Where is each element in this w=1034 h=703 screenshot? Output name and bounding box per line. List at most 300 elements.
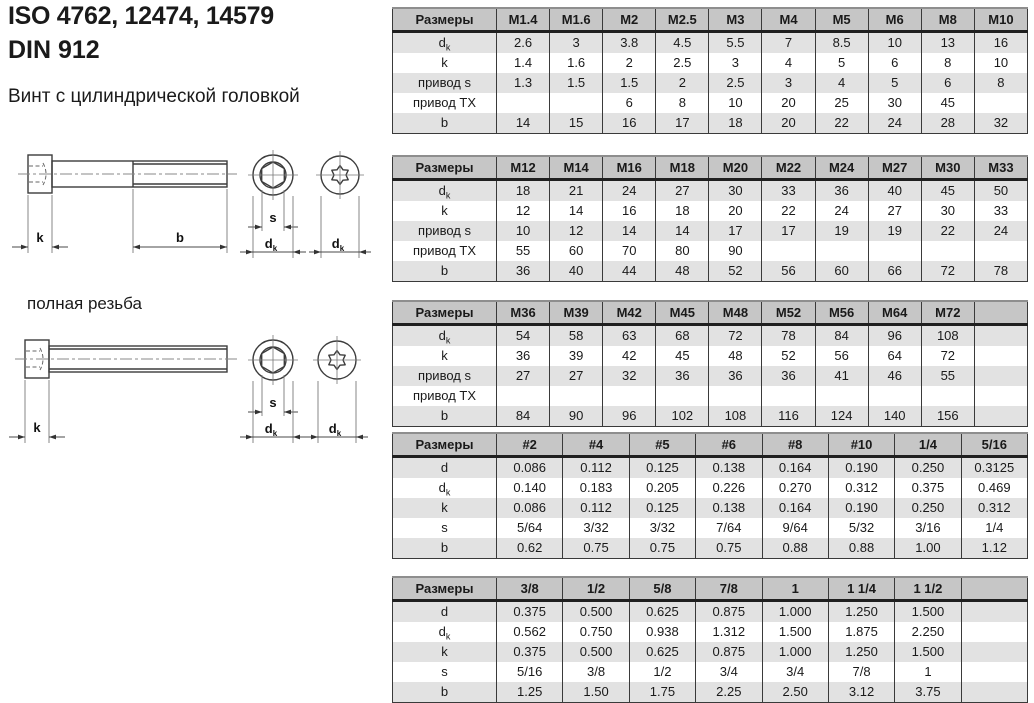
- value-cell: 55: [921, 366, 974, 386]
- value-cell: [974, 93, 1027, 113]
- column-header: M2: [603, 8, 656, 32]
- value-cell: 0.190: [828, 457, 894, 479]
- value-cell: 3.8: [603, 32, 656, 54]
- value-cell: [961, 601, 1027, 623]
- value-cell: [961, 642, 1027, 662]
- column-header: M6: [868, 8, 921, 32]
- value-cell: 45: [656, 346, 709, 366]
- table-imperial-small: [392, 432, 1028, 559]
- value-cell: 78: [762, 325, 815, 347]
- value-cell: 48: [709, 346, 762, 366]
- header-row: [393, 433, 1028, 457]
- screw-side-view: [18, 155, 237, 193]
- column-header: M8: [921, 8, 974, 32]
- value-cell: 3/32: [563, 518, 629, 538]
- value-cell: 56: [815, 346, 868, 366]
- table-metric-medium: [392, 155, 1028, 282]
- value-cell: 55: [497, 241, 550, 261]
- value-cell: 14: [603, 221, 656, 241]
- value-cell: 4: [815, 73, 868, 93]
- value-cell: 72: [709, 325, 762, 347]
- value-cell: [961, 662, 1027, 682]
- value-cell: 7: [762, 32, 815, 54]
- value-cell: 20: [709, 201, 762, 221]
- value-cell: 0.190: [828, 498, 894, 518]
- table-row: [393, 662, 1028, 682]
- value-cell: 63: [603, 325, 656, 347]
- value-cell: [921, 386, 974, 406]
- column-header: M10: [974, 8, 1027, 32]
- title-iso-standards: ISO 4762, 12474, 14579: [8, 2, 274, 30]
- value-cell: 1.500: [762, 622, 828, 642]
- value-cell: 2: [656, 73, 709, 93]
- value-cell: 10: [868, 32, 921, 54]
- row-label: b: [393, 682, 497, 703]
- value-cell: 6: [868, 53, 921, 73]
- table-row: [393, 346, 1028, 366]
- column-header: [974, 301, 1027, 325]
- dimension-dk-torx: [309, 196, 371, 258]
- value-cell: 78: [974, 261, 1027, 282]
- value-cell: 17: [762, 221, 815, 241]
- row-label: $d_k$: [393, 622, 497, 642]
- column-header: 5/16: [961, 433, 1027, 457]
- column-header: 1/4: [895, 433, 961, 457]
- value-cell: 0.164: [762, 498, 828, 518]
- size-column-header: Размеры: [393, 433, 497, 457]
- value-cell: 36: [497, 346, 550, 366]
- value-cell: 25: [815, 93, 868, 113]
- value-cell: 30: [921, 201, 974, 221]
- value-cell: 15: [550, 113, 603, 134]
- size-column-header: Размеры: [393, 301, 497, 325]
- table-row: [393, 201, 1028, 221]
- column-header: M1.4: [497, 8, 550, 32]
- value-cell: 1: [895, 662, 961, 682]
- value-cell: 2.250: [895, 622, 961, 642]
- value-cell: 1.6: [550, 53, 603, 73]
- value-cell: 0.562: [497, 622, 563, 642]
- row-label: $d_k$: [393, 478, 497, 498]
- value-cell: 32: [603, 366, 656, 386]
- value-cell: 0.125: [629, 498, 695, 518]
- table-row: [393, 325, 1028, 347]
- value-cell: 0.112: [563, 457, 629, 479]
- row-label: d: [393, 457, 497, 479]
- value-cell: 10: [974, 53, 1027, 73]
- value-cell: 64: [868, 346, 921, 366]
- row-label: b: [393, 406, 497, 427]
- header-row: [393, 577, 1028, 601]
- value-cell: 1.000: [762, 601, 828, 623]
- value-cell: 27: [497, 366, 550, 386]
- svg-text:dk: $d_k$: [264, 236, 278, 253]
- value-cell: 0.125: [629, 457, 695, 479]
- column-header: 1 1/2: [895, 577, 961, 601]
- value-cell: 2.5: [709, 73, 762, 93]
- column-header: M3: [709, 8, 762, 32]
- value-cell: 0.183: [563, 478, 629, 498]
- value-cell: 33: [974, 201, 1027, 221]
- value-cell: [497, 93, 550, 113]
- value-cell: 24: [603, 180, 656, 202]
- value-cell: 1/4: [961, 518, 1027, 538]
- value-cell: 90: [709, 241, 762, 261]
- column-header: 7/8: [696, 577, 762, 601]
- table-row: [393, 221, 1028, 241]
- row-label: k: [393, 642, 497, 662]
- table-row: [393, 498, 1028, 518]
- table-row: [393, 642, 1028, 662]
- value-cell: 1.3: [497, 73, 550, 93]
- value-cell: 0.500: [563, 601, 629, 623]
- value-cell: 17: [656, 113, 709, 134]
- value-cell: 0.875: [696, 601, 762, 623]
- value-cell: 18: [497, 180, 550, 202]
- value-cell: 1.5: [603, 73, 656, 93]
- value-cell: 1.5: [550, 73, 603, 93]
- value-cell: 108: [709, 406, 762, 427]
- value-cell: 2.6: [497, 32, 550, 54]
- value-cell: 24: [815, 201, 868, 221]
- value-cell: [709, 386, 762, 406]
- dimension-b: [133, 189, 227, 253]
- value-cell: 7/8: [828, 662, 894, 682]
- column-header: M2.5: [656, 8, 709, 32]
- row-label: привод s: [393, 73, 497, 93]
- value-cell: [762, 386, 815, 406]
- column-header: #4: [563, 433, 629, 457]
- value-cell: 66: [868, 261, 921, 282]
- value-cell: 28: [921, 113, 974, 134]
- value-cell: 1.25: [497, 682, 563, 703]
- svg-text:dk: $d_k$: [264, 421, 278, 438]
- value-cell: 3/4: [696, 662, 762, 682]
- column-header: 5/8: [629, 577, 695, 601]
- row-label: b: [393, 261, 497, 282]
- value-cell: 1.875: [828, 622, 894, 642]
- value-cell: 18: [656, 201, 709, 221]
- torx-socket-end-view: [316, 151, 364, 199]
- table-row: [393, 113, 1028, 134]
- row-label: d: [393, 601, 497, 623]
- value-cell: 30: [868, 93, 921, 113]
- table-row: [393, 241, 1028, 261]
- value-cell: 0.250: [895, 498, 961, 518]
- value-cell: 0.875: [696, 642, 762, 662]
- value-cell: 22: [921, 221, 974, 241]
- svg-text:s: s: [269, 210, 277, 225]
- value-cell: 1.00: [895, 538, 961, 559]
- column-header: #8: [762, 433, 828, 457]
- screw-drawing-partial-thread: [0, 140, 390, 266]
- value-cell: 42: [603, 346, 656, 366]
- column-header: #5: [629, 433, 695, 457]
- table-metric-large: [392, 300, 1028, 427]
- value-cell: 18: [709, 113, 762, 134]
- column-header: M72: [921, 301, 974, 325]
- table-row: [393, 386, 1028, 406]
- table-row: [393, 518, 1028, 538]
- value-cell: [974, 386, 1027, 406]
- value-cell: 9/64: [762, 518, 828, 538]
- table-imperial-large: [392, 576, 1028, 703]
- table-row: [393, 601, 1028, 623]
- column-header: M27: [868, 156, 921, 180]
- column-header: M20: [709, 156, 762, 180]
- title-din-standard: DIN 912: [8, 36, 100, 64]
- header-row: [393, 156, 1028, 180]
- dimension-dk-torx: [306, 381, 368, 443]
- value-cell: 0.469: [961, 478, 1027, 498]
- value-cell: [762, 241, 815, 261]
- column-header: M22: [762, 156, 815, 180]
- column-header: M56: [815, 301, 868, 325]
- value-cell: 8: [921, 53, 974, 73]
- size-column-header: Размеры: [393, 8, 497, 32]
- value-cell: 16: [974, 32, 1027, 54]
- value-cell: 8.5: [815, 32, 868, 54]
- table-row: [393, 682, 1028, 703]
- column-header: M45: [656, 301, 709, 325]
- value-cell: 70: [603, 241, 656, 261]
- value-cell: 27: [656, 180, 709, 202]
- torx-socket-end-view: [313, 336, 361, 384]
- size-column-header: Размеры: [393, 577, 497, 601]
- value-cell: 12: [550, 221, 603, 241]
- value-cell: 0.112: [563, 498, 629, 518]
- row-label: $d_k$: [393, 32, 497, 54]
- value-cell: 5.5: [709, 32, 762, 54]
- value-cell: 1.4: [497, 53, 550, 73]
- value-cell: 0.75: [563, 538, 629, 559]
- column-header: #6: [696, 433, 762, 457]
- value-cell: 0.500: [563, 642, 629, 662]
- hex-socket-end-view: [248, 150, 298, 200]
- value-cell: 72: [921, 261, 974, 282]
- value-cell: 0.3125: [961, 457, 1027, 479]
- value-cell: 52: [709, 261, 762, 282]
- column-header: M48: [709, 301, 762, 325]
- value-cell: 21: [550, 180, 603, 202]
- full-thread-label: полная резьба: [27, 294, 142, 313]
- value-cell: 32: [974, 113, 1027, 134]
- value-cell: 45: [921, 180, 974, 202]
- value-cell: 0.140: [497, 478, 563, 498]
- value-cell: 1.312: [696, 622, 762, 642]
- svg-text:b: b: [176, 230, 184, 245]
- value-cell: 0.312: [961, 498, 1027, 518]
- value-cell: 10: [497, 221, 550, 241]
- value-cell: [921, 241, 974, 261]
- value-cell: 0.625: [629, 601, 695, 623]
- header-row: [393, 8, 1028, 32]
- row-label: s: [393, 662, 497, 682]
- value-cell: 50: [974, 180, 1027, 202]
- value-cell: 60: [550, 241, 603, 261]
- value-cell: 156: [921, 406, 974, 427]
- value-cell: 20: [762, 93, 815, 113]
- value-cell: 1/2: [629, 662, 695, 682]
- value-cell: 36: [762, 366, 815, 386]
- dimension-k: [12, 195, 68, 253]
- value-cell: [974, 325, 1027, 347]
- value-cell: 14: [656, 221, 709, 241]
- value-cell: 6: [603, 93, 656, 113]
- value-cell: [815, 386, 868, 406]
- column-header: M64: [868, 301, 921, 325]
- value-cell: 36: [656, 366, 709, 386]
- value-cell: [974, 366, 1027, 386]
- column-header: M5: [815, 8, 868, 32]
- value-cell: 39: [550, 346, 603, 366]
- value-cell: 60: [815, 261, 868, 282]
- svg-text:k: k: [33, 420, 41, 435]
- value-cell: 0.375: [895, 478, 961, 498]
- value-cell: [550, 386, 603, 406]
- column-header: M1.6: [550, 8, 603, 32]
- value-cell: [656, 386, 709, 406]
- value-cell: 2.5: [656, 53, 709, 73]
- table-row: [393, 73, 1028, 93]
- table-row: [393, 622, 1028, 642]
- row-label: привод s: [393, 366, 497, 386]
- value-cell: 14: [550, 201, 603, 221]
- table-row: [393, 478, 1028, 498]
- value-cell: 96: [868, 325, 921, 347]
- column-header: 3/8: [497, 577, 563, 601]
- value-cell: 44: [603, 261, 656, 282]
- value-cell: 0.938: [629, 622, 695, 642]
- value-cell: 5: [815, 53, 868, 73]
- column-header: M24: [815, 156, 868, 180]
- value-cell: 16: [603, 201, 656, 221]
- value-cell: 72: [921, 346, 974, 366]
- value-cell: 0.205: [629, 478, 695, 498]
- row-label: k: [393, 346, 497, 366]
- subtitle-screw-type: Винт с цилиндрической головкой: [8, 86, 300, 107]
- value-cell: 96: [603, 406, 656, 427]
- value-cell: 108: [921, 325, 974, 347]
- row-label: k: [393, 201, 497, 221]
- column-header: 1/2: [563, 577, 629, 601]
- column-header: #10: [828, 433, 894, 457]
- column-header: M52: [762, 301, 815, 325]
- value-cell: [974, 241, 1027, 261]
- hex-socket-end-view: [248, 335, 298, 385]
- column-header: 1 1/4: [828, 577, 894, 601]
- value-cell: 46: [868, 366, 921, 386]
- value-cell: 14: [497, 113, 550, 134]
- value-cell: 0.312: [828, 478, 894, 498]
- value-cell: 27: [550, 366, 603, 386]
- column-header: [961, 577, 1027, 601]
- value-cell: 80: [656, 241, 709, 261]
- screw-drawing-full-thread: [0, 330, 390, 448]
- value-cell: 3/4: [762, 662, 828, 682]
- value-cell: [815, 241, 868, 261]
- value-cell: 0.62: [497, 538, 563, 559]
- value-cell: 4.5: [656, 32, 709, 54]
- value-cell: 0.75: [696, 538, 762, 559]
- table-row: [393, 538, 1028, 559]
- value-cell: 56: [762, 261, 815, 282]
- value-cell: 0.75: [629, 538, 695, 559]
- value-cell: 1.500: [895, 642, 961, 662]
- row-label: привод TX: [393, 386, 497, 406]
- value-cell: 16: [603, 113, 656, 134]
- value-cell: 1.250: [828, 601, 894, 623]
- value-cell: 36: [709, 366, 762, 386]
- column-header: M16: [603, 156, 656, 180]
- value-cell: 0.086: [497, 498, 563, 518]
- value-cell: 1.500: [895, 601, 961, 623]
- value-cell: 6: [921, 73, 974, 93]
- value-cell: 2.50: [762, 682, 828, 703]
- value-cell: 5/16: [497, 662, 563, 682]
- column-header: 1: [762, 577, 828, 601]
- value-cell: 0.164: [762, 457, 828, 479]
- value-cell: 116: [762, 406, 815, 427]
- table-row: [393, 53, 1028, 73]
- value-cell: 10: [709, 93, 762, 113]
- table-row: [393, 366, 1028, 386]
- value-cell: 40: [550, 261, 603, 282]
- row-label: k: [393, 498, 497, 518]
- value-cell: [868, 241, 921, 261]
- column-header: #2: [497, 433, 563, 457]
- row-label: k: [393, 53, 497, 73]
- value-cell: 12: [497, 201, 550, 221]
- value-cell: 0.138: [696, 498, 762, 518]
- value-cell: 5/32: [828, 518, 894, 538]
- value-cell: 140: [868, 406, 921, 427]
- value-cell: 30: [709, 180, 762, 202]
- value-cell: 0.750: [563, 622, 629, 642]
- value-cell: 19: [868, 221, 921, 241]
- value-cell: 36: [497, 261, 550, 282]
- value-cell: 13: [921, 32, 974, 54]
- value-cell: 24: [868, 113, 921, 134]
- row-label: s: [393, 518, 497, 538]
- value-cell: 0.625: [629, 642, 695, 662]
- row-label: привод TX: [393, 241, 497, 261]
- value-cell: 22: [815, 113, 868, 134]
- value-cell: 27: [868, 201, 921, 221]
- svg-text:dk: $d_k$: [328, 421, 342, 438]
- table-row: [393, 261, 1028, 282]
- row-label: привод s: [393, 221, 497, 241]
- value-cell: 48: [656, 261, 709, 282]
- column-header: M42: [603, 301, 656, 325]
- value-cell: 3: [709, 53, 762, 73]
- value-cell: 102: [656, 406, 709, 427]
- value-cell: 0.270: [762, 478, 828, 498]
- column-header: M14: [550, 156, 603, 180]
- value-cell: 68: [656, 325, 709, 347]
- table-row: [393, 406, 1028, 427]
- value-cell: 24: [974, 221, 1027, 241]
- value-cell: 17: [709, 221, 762, 241]
- value-cell: 3/8: [563, 662, 629, 682]
- value-cell: 45: [921, 93, 974, 113]
- size-column-header: Размеры: [393, 156, 497, 180]
- value-cell: 7/64: [696, 518, 762, 538]
- table-row: [393, 93, 1028, 113]
- value-cell: 19: [815, 221, 868, 241]
- value-cell: 84: [815, 325, 868, 347]
- value-cell: [974, 346, 1027, 366]
